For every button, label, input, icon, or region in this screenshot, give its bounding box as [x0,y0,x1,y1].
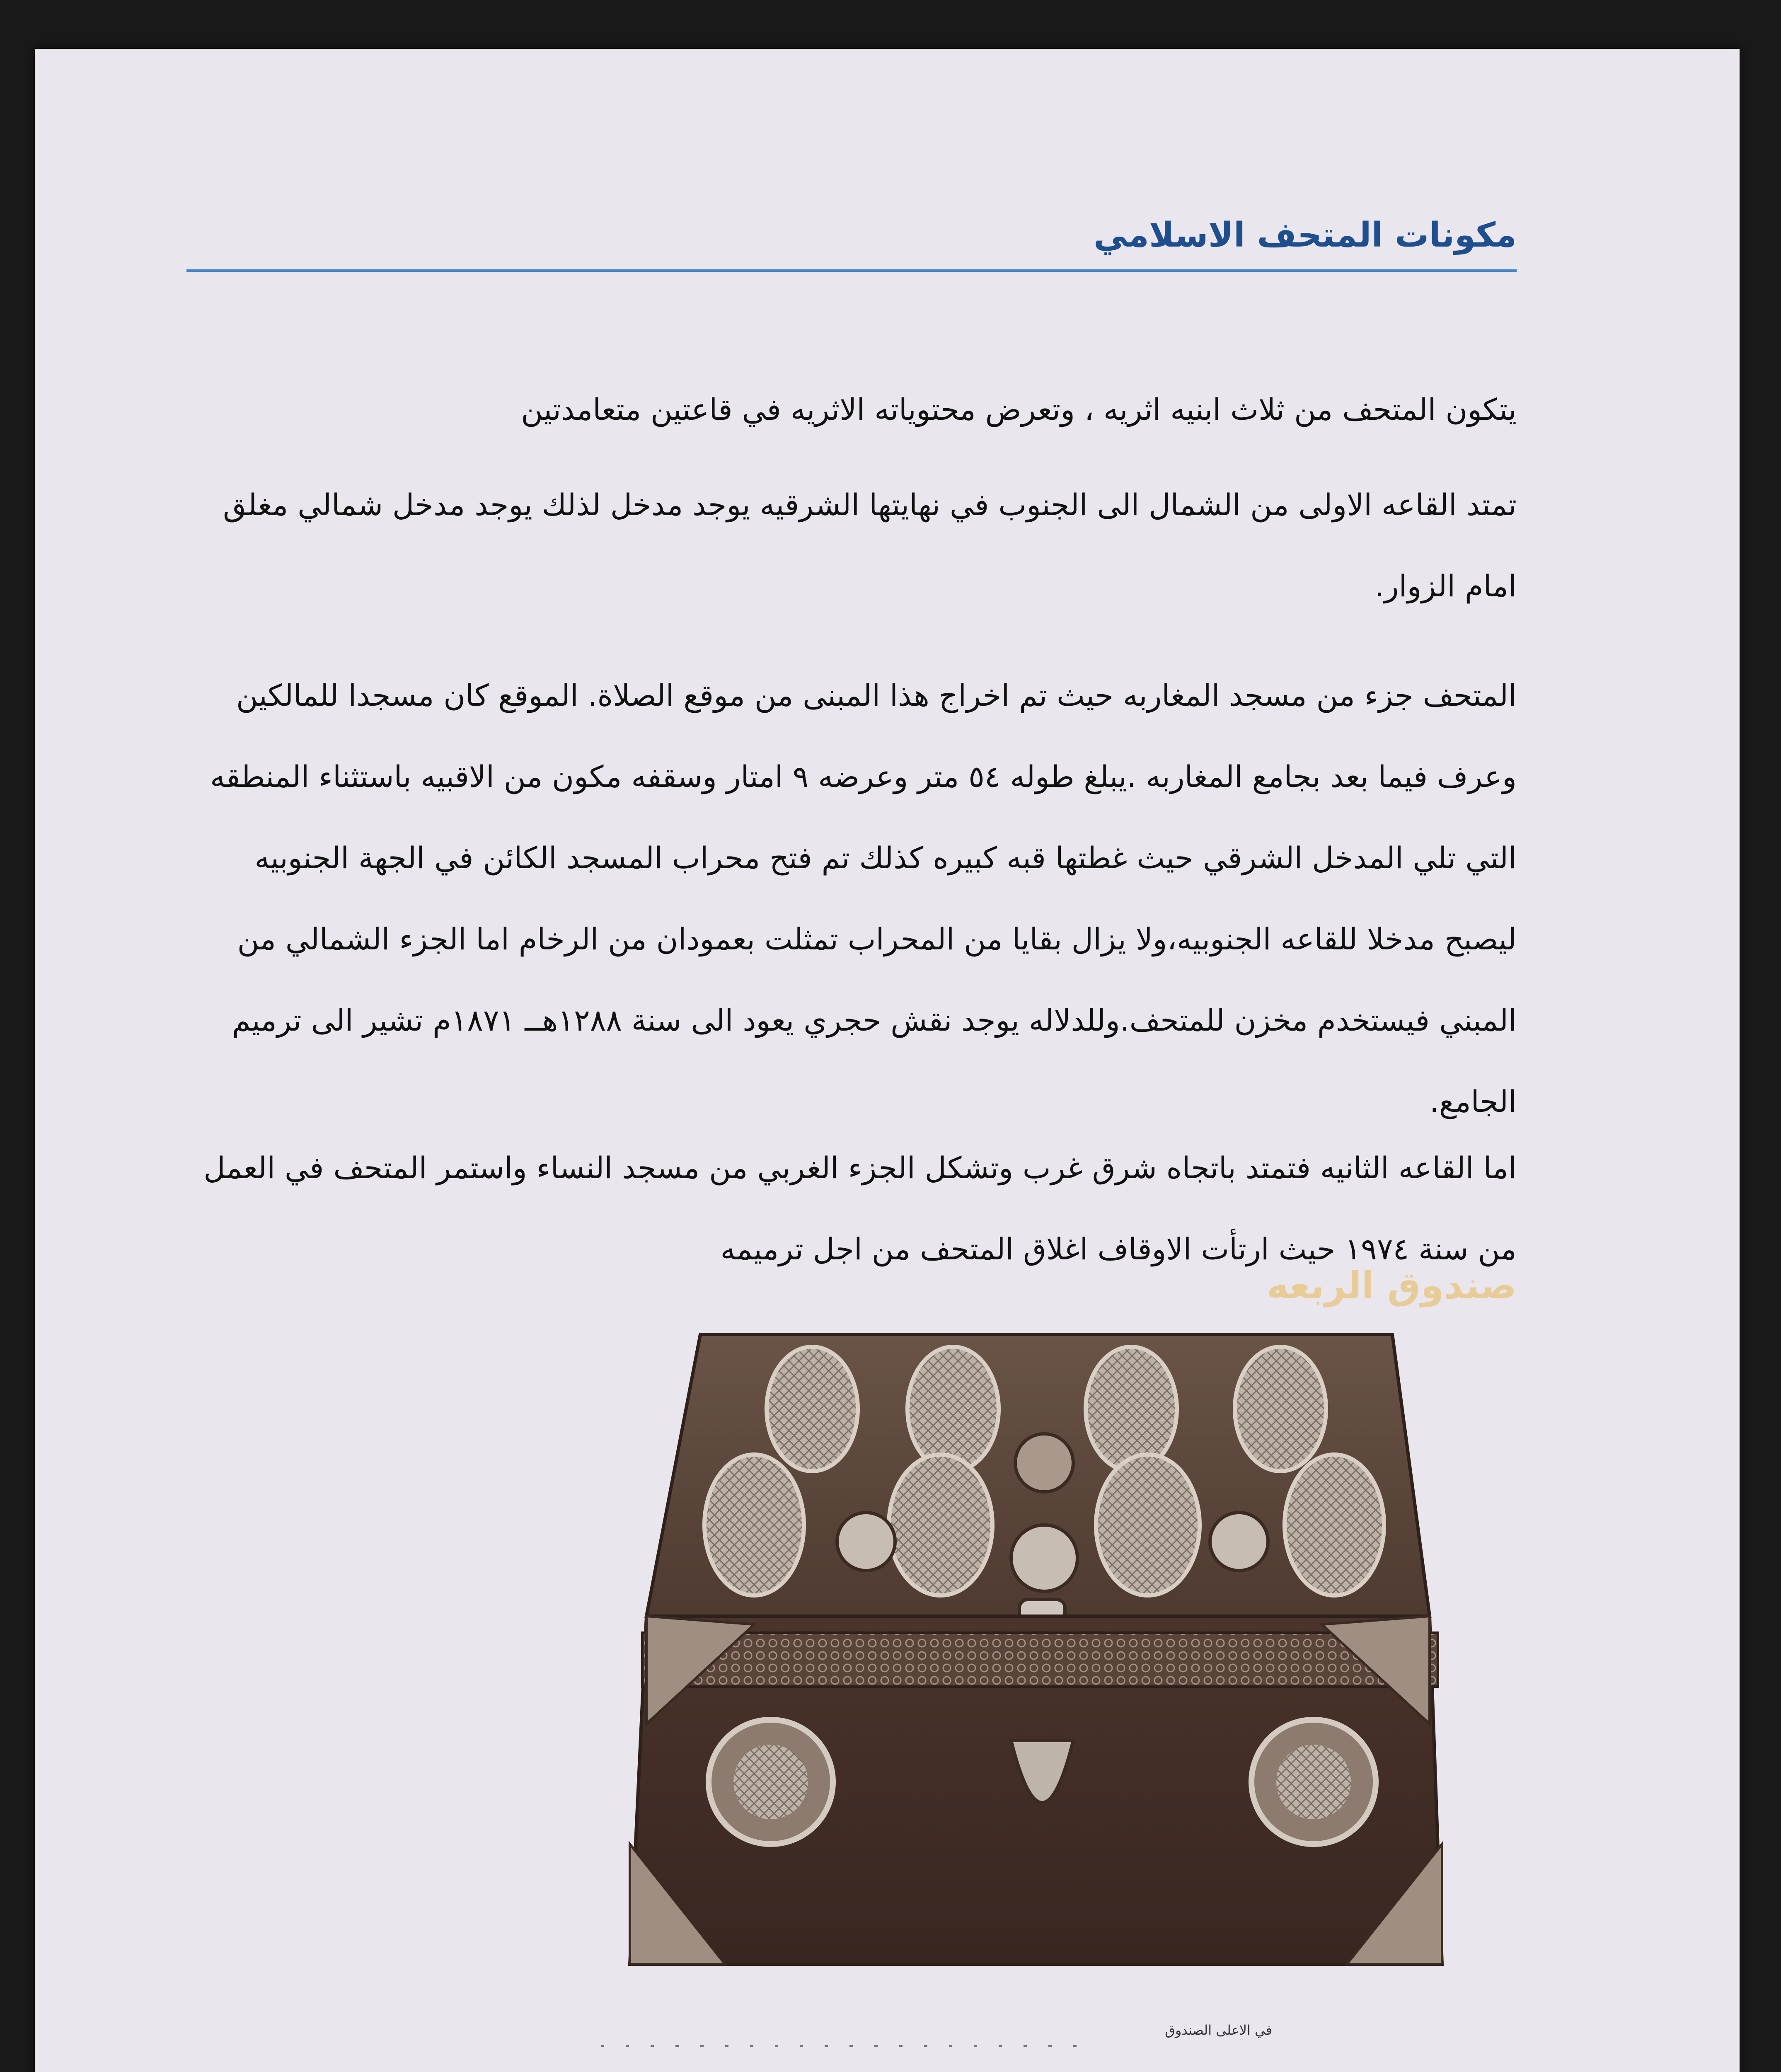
page-title: مكونات المتحف الاسلامي [1094,215,1517,255]
paragraph-3: المتحف جزء من مسجد المغاربه حيث تم اخراج هذا المبنى من موقع الصلاة. الموقع كان مسجدا للمالكين وعرف فيما بعد بجامع المغاربه .يبلغ طوله ٥٤ متر وعرضه ٩ امتار وسقفه مكون من الاقبيه باستثناء المنطقه التي تلي المدخل الشرقي حيث غطتها قبه كبيره كذلك تم فتح محراب المسجد الكائن في الجهة الجنوبيه ليصبح مدخلا للقاعه الجنوبيه،ولا يزال بقايا من المحراب تمثلت بعمودان من الرخام اما الجزء الشمالي من المبني فيستخدم مخزن للمتحف.وللدلاله يوجد نقش حجري يعود الى سنة ١٢٨٨هــ ١٨٧١م تشير الى ترميم الجامع. [210,678,1517,1119]
title-underline [186,269,1517,272]
caption-dotted-line [601,2045,1098,2047]
paragraph-1: يتكون المتحف من ثلاث ابنيه اثريه ، وتعرض محتوياته الاثريه في قاعتين متعامدتين [521,392,1517,427]
photo-caption: في الاعلى الصندوق [1165,2022,1272,2038]
ornate-box-photo [580,1326,1512,2006]
paragraph-2: تمتد القاعه الاولى من الشمال الى الجنوب في نهايتها الشرقيه يوجد مدخل لذلك يوجد مدخل شمالي مغلق امام الزوار. [223,487,1517,603]
paragraph-4: اما القاعه الثانيه فتمتد باتجاه شرق غرب وتشكل الجزء الغربي من مسجد النساء واستمر المتحف في العمل من سنة ١٩٧٤ حيث ارتأت الاوقاف اغلاق المتحف من اجل ترميمه [203,1150,1517,1266]
faded-caption: صندوق الربعه [1266,1264,1517,1307]
